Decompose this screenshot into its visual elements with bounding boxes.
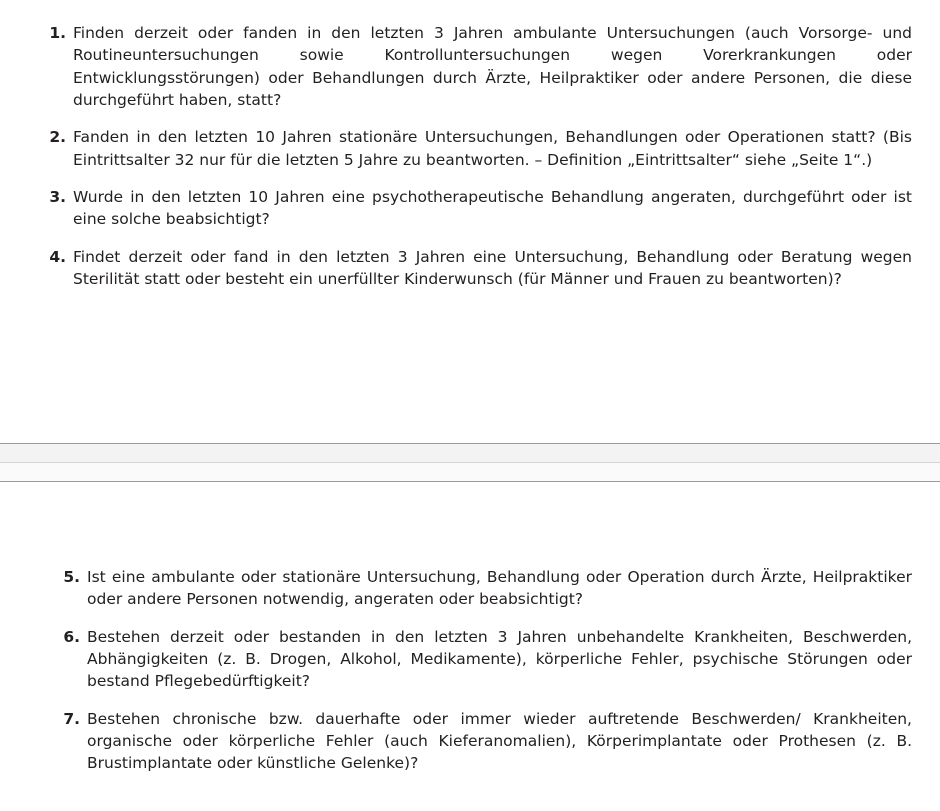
list-item (44, 22, 912, 111)
question-number: 7. (63, 709, 80, 728)
question-number: 1. (49, 24, 66, 42)
list-item (58, 708, 912, 775)
question-text: Fanden in den letzten 10 Jahren stationäre Untersuchungen, Behandlungen oder Operationen statt? (Bis Eintrittsalter 32 nur für die letzten 5 Jahre zu beantworten. – Definition „Eintrittsalter“ siehe „Seite 1“.) (73, 128, 912, 169)
question-number: 3. (49, 187, 66, 206)
question-text: Finden derzeit oder fanden in den letzten 3 Jahren ambulante Untersuchungen (auch Vorsorge- und Routineuntersuchungen sowie Kontrolluntersuchungen wegen Vorerkrankungen oder Entwicklungsstörungen) oder Behandlungen durch Ärzte, Heilpraktiker oder andere Personen, die diese durchgeführt haben, statt? (73, 24, 912, 109)
list-item (44, 126, 912, 171)
question-list-lower (0, 566, 940, 790)
divider-middle (0, 462, 940, 463)
question-text: Bestehen chronische bzw. dauerhafte oder immer wieder auftretende Beschwerden/ Krankheiten, organische oder körperliche Fehler (auch Kieferanomalien), Körperimplantate oder Prothesen (z. B. Brustimplantate oder künstliche Gelenke)? (87, 709, 912, 773)
divider-bottom (0, 481, 940, 482)
question-number: 4. (49, 247, 66, 266)
list-item (58, 626, 912, 693)
question-text: Wurde in den letzten 10 Jahren eine psychotherapeutische Behandlung angeraten, durchgeführt oder ist eine solche beabsichtigt? (73, 187, 912, 229)
question-number: 5. (63, 568, 80, 586)
question-list-upper (0, 0, 940, 305)
list-item (58, 566, 912, 611)
question-text: Findet derzeit oder fand in den letzten 3 Jahren eine Untersuchung, Behandlung oder Beratung wegen Sterilität statt oder besteht ein unerfüllter Kinderwunsch (für Männer und Frauen zu beantworten)? (73, 247, 912, 288)
divider-top (0, 443, 940, 444)
list-item (44, 246, 912, 291)
question-text: Ist eine ambulante oder stationäre Untersuchung, Behandlung oder Operation durch Ärzte, Heilpraktiker oder andere Personen notwendig, angeraten oder beabsichtigt? (87, 568, 912, 609)
question-number: 6. (63, 627, 80, 646)
question-number: 2. (49, 128, 66, 147)
page-separator-band (0, 444, 940, 462)
question-text: Bestehen derzeit oder bestanden in den letzten 3 Jahren unbehandelte Krankheiten, Beschwerden, Abhängigkeiten (z. B. Drogen, Alkohol, Medikamente), körperliche Fehler, psychische Störungen oder bestand Pflegebedürftigkeit? (87, 627, 912, 691)
list-item (44, 186, 912, 231)
page-separator-band-lower (0, 463, 940, 481)
